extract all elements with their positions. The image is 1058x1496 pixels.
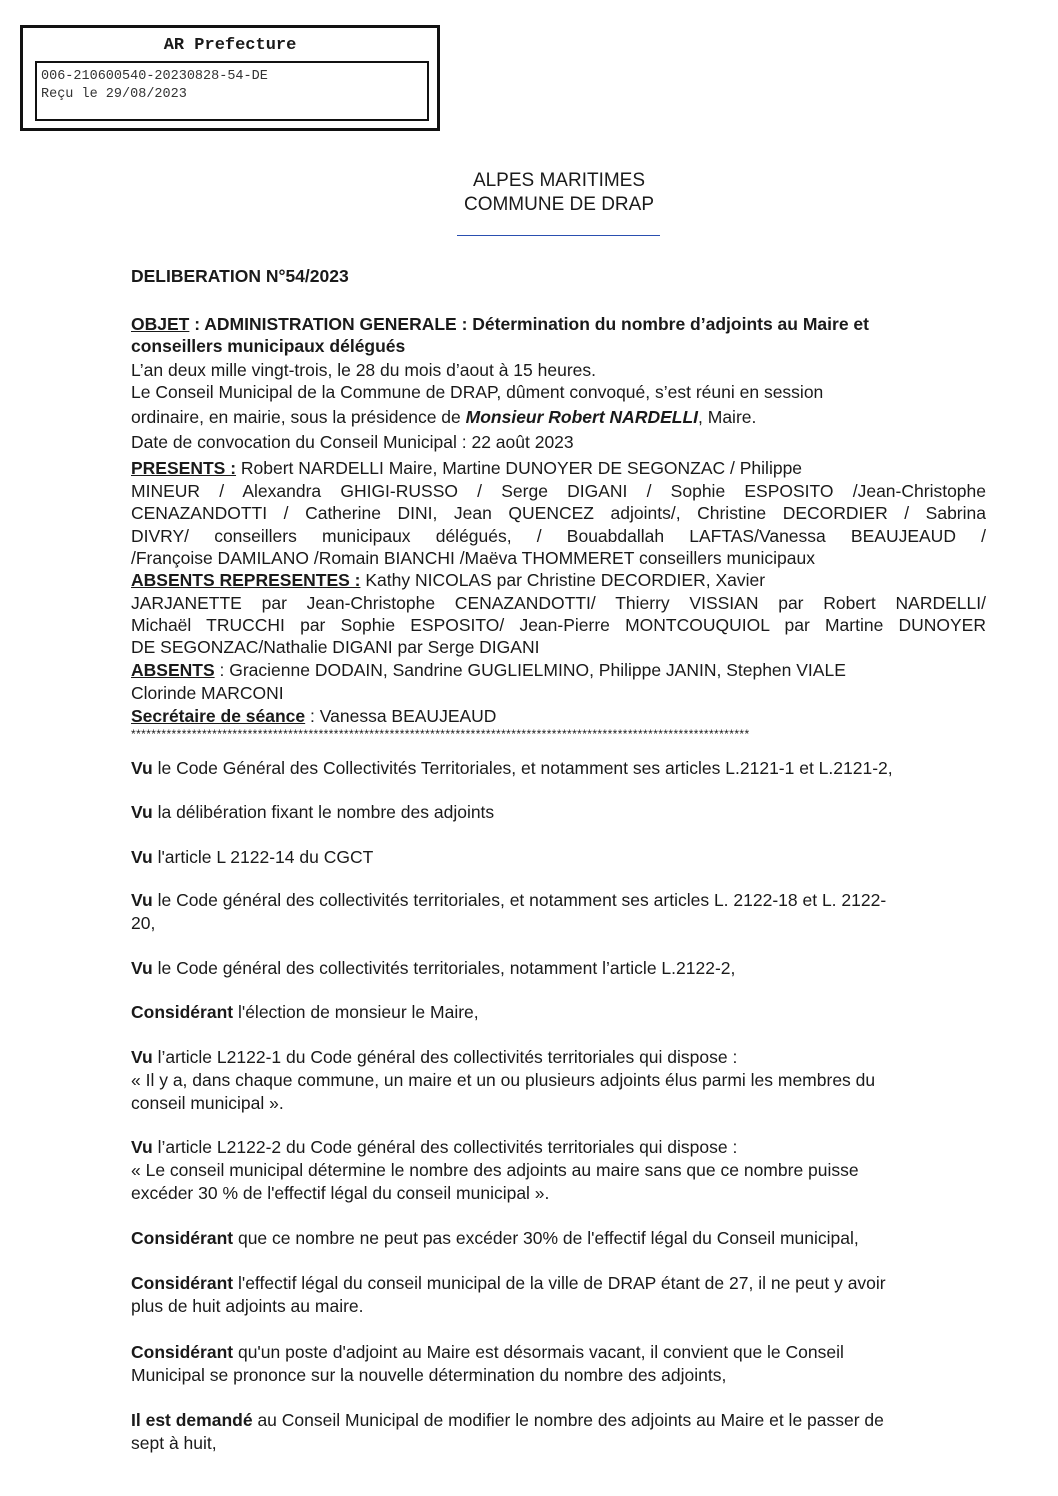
considerant-paragraph-3-line-2: plus de huit adjoints au maire. xyxy=(131,1296,364,1316)
presents-label: PRESENTS : xyxy=(131,458,237,478)
objet-label: OBJET xyxy=(131,314,190,334)
absents-representes-line-3: Michaël TRUCCHI par Sophie ESPOSITO/ Jean-Pierre MONTCOUQUIOL par Martine DUNOYER xyxy=(131,615,986,635)
vu-paragraph-3: Vu l'article L 2122-14 du CGCT xyxy=(131,847,374,867)
vu-paragraph-4-line-1: Vu le Code général des collectivités territoriales, et notamment ses articles L. 2122-18 et L. 2122- xyxy=(131,890,887,910)
header-divider xyxy=(457,235,660,236)
secretaire-line: Secrétaire de séance : Vanessa BEAUJEAUD xyxy=(131,706,497,726)
ar-prefecture-stamp xyxy=(20,25,440,131)
stamp-reference: 006-210600540-20230828-54-DE xyxy=(41,69,268,84)
convocation-date: Date de convocation du Conseil Municipal : 22 août 2023 xyxy=(131,432,574,452)
stamp-details-box xyxy=(35,61,429,121)
considerant-paragraph-4-line-2: Municipal se prononce sur la nouvelle détermination du nombre des adjoints, xyxy=(131,1365,727,1385)
objet-line-1: OBJET : ADMINISTRATION GENERALE : Détermination du nombre d’adjoints au Maire et xyxy=(131,314,869,334)
absents-line-2: Clorinde MARCONI xyxy=(131,683,284,703)
absents-representes-label: ABSENTS REPRESENTES : xyxy=(131,570,361,590)
department-heading: ALPES MARITIMES xyxy=(472,170,646,191)
demande-paragraph-line-1: Il est demandé au Conseil Municipal de modifier le nombre des adjoints au Maire et le passer de xyxy=(131,1410,884,1430)
presents-line-3: CENAZANDOTTI / Catherine DINI, Jean QUENCEZ adjoints/, Christine DECORDIER / Sabrina xyxy=(131,503,986,523)
absents-representes-line-1: ABSENTS REPRESENTES : Kathy NICOLAS par Christine DECORDIER, Xavier xyxy=(131,570,766,590)
mayor-name: Monsieur Robert NARDELLI xyxy=(465,407,699,427)
absents-representes-line-2: JARJANETTE par Jean-Christophe CENAZANDOTTI/ Thierry VISSIAN par Robert NARDELLI/ xyxy=(131,593,986,613)
deliberation-title: DELIBERATION N°54/2023 xyxy=(131,266,349,286)
absents-line-1: ABSENTS : Gracienne DODAIN, Sandrine GUGLIELMINO, Philippe JANIN, Stephen VIALE xyxy=(131,660,846,680)
presents-line-4: DIVRY/ conseillers municipaux délégués, / Bouabdallah LAFTAS/Vanessa BEAUJEAUD / xyxy=(131,526,986,546)
vu-paragraph-6-line-1: Vu l’article L2122-1 du Code général des collectivités territoriales qui dispose : xyxy=(131,1047,738,1067)
vu-paragraph-7-line-3: excéder 30 % de l'effectif légal du conseil municipal ». xyxy=(131,1183,550,1203)
intro-presidence: ordinaire, en mairie, sous la présidence de Monsieur Robert NARDELLI, Maire. xyxy=(131,407,757,427)
vu-paragraph-7-line-2: « Le conseil municipal détermine le nombre des adjoints au maire sans que ce nombre puisse xyxy=(131,1160,859,1180)
vu-paragraph-2: Vu la délibération fixant le nombre des adjoints xyxy=(131,802,495,822)
vu-paragraph-7-line-1: Vu l’article L2122-2 du Code général des collectivités territoriales qui dispose : xyxy=(131,1137,738,1157)
stamp-received-date: Reçu le 29/08/2023 xyxy=(41,87,187,102)
vu-paragraph-1: Vu le Code Général des Collectivités Territoriales, et notamment ses articles L.2121-1 et L.2121-2, xyxy=(131,758,893,778)
vu-paragraph-6-line-2: « Il y a, dans chaque commune, un maire et un ou plusieurs adjoints élus parmi les membres du xyxy=(131,1070,876,1090)
intro-date: L’an deux mille vingt-trois, le 28 du mois d’aout à 15 heures. xyxy=(131,360,596,380)
intro-convocation: Le Conseil Municipal de la Commune de DRAP, dûment convoqué, s’est réuni en session xyxy=(131,382,824,402)
presents-line-2: MINEUR / Alexandra GHIGI-RUSSO / Serge DIGANI / Sophie ESPOSITO /Jean-Christophe xyxy=(131,481,986,501)
considerant-paragraph-3-line-1: Considérant l'effectif légal du conseil municipal de la ville de DRAP étant de 27, il ne peut y avoir xyxy=(131,1273,886,1293)
commune-heading: COMMUNE DE DRAP xyxy=(463,194,654,215)
demande-paragraph-line-2: sept à huit, xyxy=(131,1433,217,1453)
considerant-paragraph-2: Considérant que ce nombre ne peut pas excéder 30% de l'effectif légal du Conseil municipal, xyxy=(131,1228,859,1248)
absents-representes-line-4: DE SEGONZAC/Nathalie DIGANI par Serge DIGANI xyxy=(131,637,540,657)
vu-paragraph-6-line-3: conseil municipal ». xyxy=(131,1093,284,1113)
objet-line-2: conseillers municipaux délégués xyxy=(131,336,406,356)
vu-paragraph-5: Vu le Code général des collectivités territoriales, notamment l’article L.2122-2, xyxy=(131,958,736,978)
stamp-title: AR Prefecture xyxy=(163,36,297,55)
considerant-paragraph-1: Considérant l'élection de monsieur le Maire, xyxy=(131,1002,479,1022)
asterisk-separator: ************************************************************************************************************************** xyxy=(131,727,750,741)
secretaire-label: Secrétaire de séance xyxy=(131,706,306,726)
vu-paragraph-4-line-2: 20, xyxy=(131,913,156,933)
presents-line-1: PRESENTS : Robert NARDELLI Maire, Martine DUNOYER DE SEGONZAC / Philippe xyxy=(131,458,803,478)
presents-line-5: /Françoise DAMILANO /Romain BIANCHI /Maëva THOMMERET conseillers municipaux xyxy=(131,548,815,568)
considerant-paragraph-4-line-1: Considérant qu'un poste d'adjoint au Maire est désormais vacant, il convient que le Conseil xyxy=(131,1342,844,1362)
absents-label: ABSENTS xyxy=(131,660,215,680)
